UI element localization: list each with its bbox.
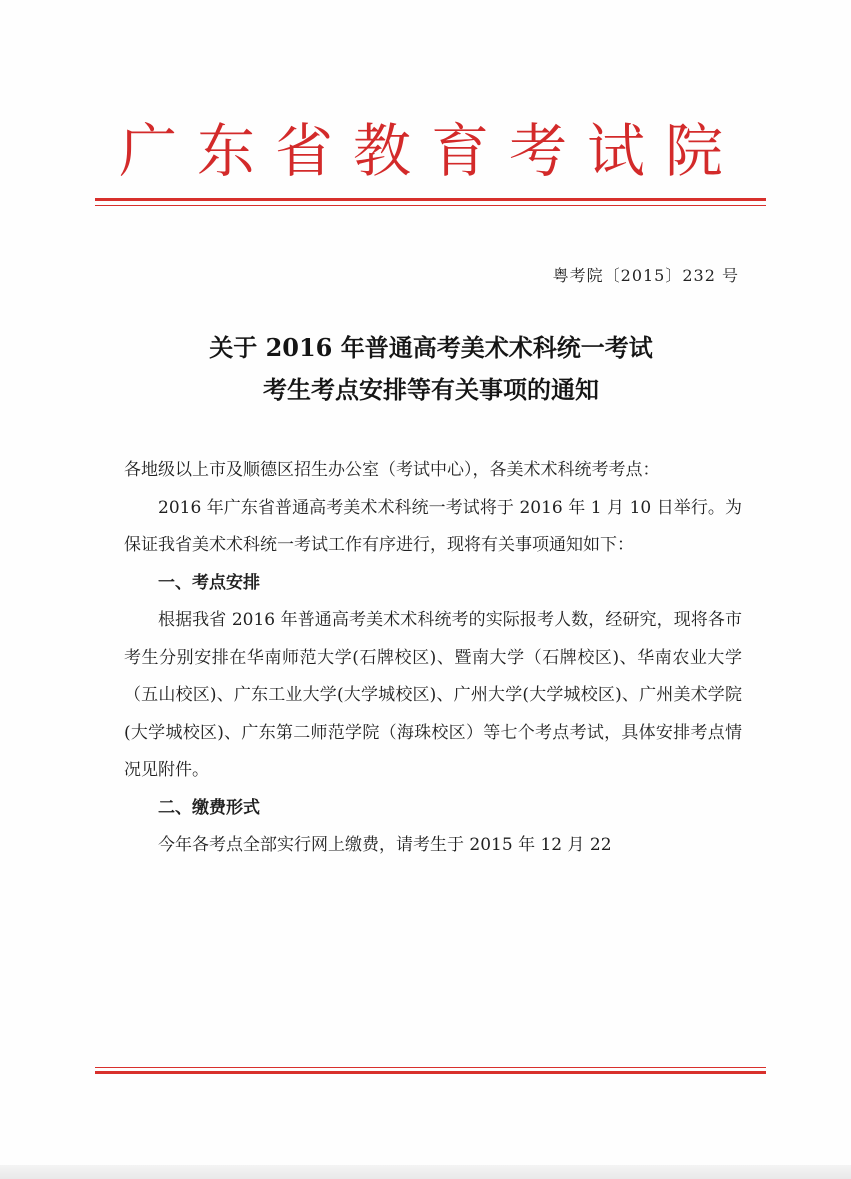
footer-rule-thick	[95, 1071, 766, 1074]
section-1-paragraph: 根据我省 2016 年普通高考美术术科统考的实际报考人数，经研究，现将各市考生分别安排在华南师范大学(石牌校区)、暨南大学（石牌校区)、华南农业大学（五山校区)、广东工业大学(大学城校区)、广州大学(大学城校区)、广州美术学院(大学城校区)、广东第二师范学院（海珠校区）等七个考点考试，具体安排考点情况见附件。	[124, 610, 742, 780]
salutation: 各地级以上市及顺德区招生办公室（考试中心），各美术术科统考考点：	[124, 460, 660, 480]
document-number: 粤考院〔2015〕232 号	[552, 266, 739, 285]
section-2-paragraph: 今年各考点全部实行网上缴费，请考生于 2015 年 12 月 22	[158, 835, 612, 855]
section-1-heading: 一、考点安排	[158, 572, 260, 593]
document-body	[124, 452, 742, 865]
intro-paragraph: 2016 年广东省普通高考美术术科统一考试将于 2016 年 1 月 10 日举行。为保证我省美术术科统一考试工作有序进行，现将有关事项通知如下：	[124, 497, 742, 555]
section-2-heading: 二、缴费形式	[158, 797, 260, 818]
scan-edge	[0, 1165, 851, 1179]
letterhead-rule-thick	[95, 198, 766, 201]
document-title-line-1: 关于 2016 年普通高考美术术科统一考试	[209, 333, 653, 362]
document-title-line-2: 考生考点安排等有关事项的通知	[263, 375, 599, 404]
letterhead-title: 广东省教育考试院	[118, 117, 743, 185]
letterhead-rule-thin	[95, 205, 766, 206]
footer-rule-thin	[95, 1067, 766, 1068]
